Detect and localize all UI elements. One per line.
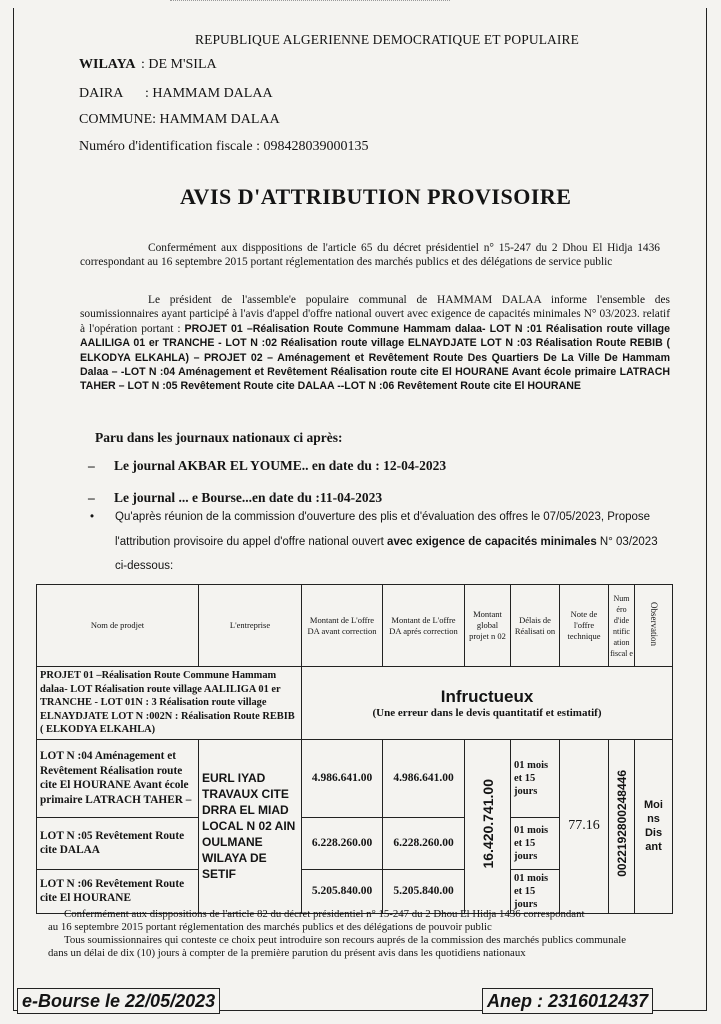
- nif-cell: [609, 739, 635, 913]
- daira-value: : HAMMAM DALAA: [145, 86, 273, 101]
- bullet-text-1: Qu'après réunion de la commission d'ouverture des plis et d'évaluation des offres le 07/05/2023, Propose: [115, 511, 651, 523]
- table-row-projet01: [37, 667, 673, 740]
- dash-icon: –: [88, 458, 95, 473]
- intro-p1-text: Confermément aux disppositions de l'article 65 du décret présidentiel n° 15-247 du 2 Dhou El Hidja 1436 correspondant au 16 septembre 2015 portant réglementation des marchés publics et des délégations de service public: [80, 242, 660, 269]
- col-header-nif: Num éro d'ide ntific ation fiscal e: [609, 585, 635, 667]
- daira-label: DAIRA: [79, 86, 124, 101]
- bullet-line-3: ci-dessous:: [115, 560, 174, 572]
- apres-06: 5.205.840.00: [383, 869, 465, 913]
- table-row: [37, 739, 673, 817]
- projet01-name: PROJET 01 –Réalisation Route Commune Hammam dalaa- LOT Réalisation route village AALILIGA 01 er TRANCHE - LOT 01N : 3 Réalisation route village ELNAYDJATE LOT N :002N : Réalisation Route REBIB ( ELKODYA ELKAHLA): [37, 667, 302, 740]
- footer-line-3: Tous soumissionnaires qui conteste ce choix peut introduire son recours auprés de la commission des marchés publics communale: [64, 934, 627, 946]
- lot-05: LOT N :05 Revêtement Route cite DALAA: [37, 817, 199, 869]
- footer-line-1: Confermément aux disppositions de l'article 82 du décret présidentiel n° 15-247 du 2 Dhou El Hidja 1436 correspondant: [64, 908, 585, 920]
- bullet-line-2: [115, 536, 658, 548]
- lot-06: LOT N :06 Revêtement Route cite El HOURANE: [37, 869, 199, 913]
- bullet-text-2b: avec exigence de capacités minimales: [387, 536, 597, 548]
- delai-06: 01 mois et 15 jours: [511, 869, 560, 913]
- footer-line-2: au 16 septembre 2015 portant réglementation des marchés publics et des délégations de pouvoir public: [48, 921, 492, 933]
- table-header-row: [37, 585, 673, 667]
- bullet-icon: •: [90, 511, 95, 523]
- journal-item-2: [88, 490, 382, 506]
- wilaya-value: : DE M'SILA: [141, 57, 217, 72]
- footer-line-4: dans un délai de dix (10) jours à compter de la première parution du présent avis dans les quotidiens nationaux: [48, 947, 526, 959]
- intro-p2-projects: PROJET 01 –Réalisation Route Commune Hammam dalaa- LOT N :01 Réalisation route village AALILIGA 01 er TRANCHE - LOT N :02 Réalisation route village ELNAYDJATE LOT N :03 Réalisation Route REBIB ( ELKODYA ELKAHLA) – PROJET 02 – Aménagement et Revêtement Route Des Quartiers De La Ville De Hammam Dalaa – -LOT N :04 Aménagement et Revêtement Réalisation route cite El HOURANE Avant école primaire LATRACH TAHER – LOT N :05 Revêtement Route cite DALAA --LOT N :06 Revêtement Route cite El HOURANE: [80, 322, 670, 393]
- apres-05: 6.228.260.00: [383, 817, 465, 869]
- lot-04: LOT N :04 Aménagement et Revêtement Réalisation route cite El HOURANE Avant école primaire LATRACH TAHER –: [37, 739, 199, 817]
- attribution-table: [36, 584, 673, 914]
- avant-06: 5.205.840.00: [302, 869, 383, 913]
- intro-paragraph-1: [80, 241, 660, 270]
- journal-item-1: [88, 458, 446, 474]
- wilaya-line: [79, 57, 217, 73]
- col-header-entreprise: L'entreprise: [199, 585, 302, 667]
- anep-reference-box: Anep : 2316012437: [482, 988, 653, 1014]
- intro-p2-text: Le président de l'assemble'e populaire communal de HAMMAM DALAA informe l'ensemble des soumissionnaires ayant participé à l'avis d'appel d'offre national ouvert avec exigence de capacités minimales N° 03/2023. relatif à l'opération portant :: [80, 294, 670, 335]
- projet01-result: [302, 667, 673, 740]
- journal-2-text: Le journal ... e Bourse...en date du :11-04-2023: [114, 490, 383, 505]
- col-header-apres: Montant de L'offre DA aprés correction: [383, 585, 465, 667]
- observation-label: Observation: [649, 602, 659, 646]
- page-title: AVIS D'ATTRIBUTION PROVISOIRE: [180, 184, 572, 209]
- col-header-observation: [635, 585, 673, 667]
- daira-line: [79, 86, 273, 102]
- col-header-global: Montant global projet n 02: [465, 585, 511, 667]
- journal-1-text: Le journal AKBAR EL YOUME.. en date du : 12-04-2023: [114, 458, 447, 473]
- publication-heading: Paru dans les journaux nationaux ci après:: [95, 430, 343, 445]
- wilaya-label: WILAYA: [79, 57, 136, 72]
- avant-04: 4.986.641.00: [302, 739, 383, 817]
- montant-global: 16.420.741.00: [479, 778, 496, 869]
- avant-05: 6.228.260.00: [302, 817, 383, 869]
- dash-icon: –: [88, 490, 95, 505]
- note-technique: 77.16: [560, 739, 609, 913]
- commune-line: COMMUNE: HAMMAM DALAA: [79, 112, 280, 127]
- observation-value: Moi ns Dis ant: [635, 739, 673, 913]
- infructueux-reason: (Une erreur dans le devis quantitatif et estimatif): [372, 706, 602, 719]
- delai-05: 01 mois et 15 jours: [511, 817, 560, 869]
- bullet-text-2a: l'attribution provisoire du appel d'offre national ouvert: [115, 536, 388, 548]
- bullet-text-2c: N° 03/2023: [596, 536, 658, 548]
- col-header-delai: Délais de Réalisati on: [511, 585, 560, 667]
- scan-artifact: [170, 0, 450, 5]
- nif-line: Numéro d'identification fiscale : 098428039000135: [79, 139, 369, 154]
- montant-global-cell: [465, 739, 511, 913]
- delai-04: 01 mois et 15 jours: [511, 739, 560, 817]
- bullet-line-1: [90, 507, 650, 528]
- republic-header: REPUBLIQUE ALGERIENNE DEMOCRATIQUE ET POPULAIRE: [195, 32, 579, 47]
- col-header-projet: Nom de prodjet: [37, 585, 199, 667]
- col-header-avant: Montant de L'offre DA avant correction: [302, 585, 383, 667]
- publication-source-box: e-Bourse le 22/05/2023: [17, 988, 220, 1014]
- col-header-note: Note de l'offre technique: [560, 585, 609, 667]
- infructueux-label: Infructueux: [440, 686, 534, 706]
- entreprise-cell: EURL IYAD TRAVAUX CITE DRRA EL MIAD LOCAL N 02 AIN OULMANE WILAYA DE SETIF: [199, 739, 302, 913]
- nif-value: 0022192800248446: [614, 770, 629, 877]
- apres-04: 4.986.641.00: [383, 739, 465, 817]
- intro-paragraph-2: [80, 293, 670, 394]
